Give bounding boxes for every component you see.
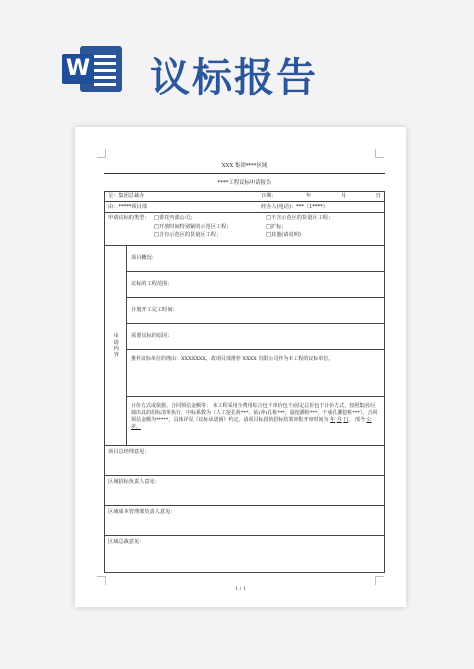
report-title: ****工程议标申请报告 xyxy=(217,179,272,186)
opinion-regional-president: 区域总裁意见： xyxy=(105,535,385,572)
option-row xyxy=(154,224,378,233)
application-form xyxy=(104,191,385,573)
field-reason: 需要议标的原因： xyxy=(127,323,385,349)
recommend-text: 推荐议标单位的理由：XXXXXXX，故项目部推荐 XXXX 有限公司作为本工程的议标单位。 xyxy=(127,349,385,396)
opinion-bidding-lead: 区域招标负责人意见： xyxy=(105,475,385,505)
option-checkbox[interactable]: □开放时间特别紧的示范区工程； xyxy=(154,223,232,230)
option-checkbox[interactable]: □含有示范区的货量区工程； xyxy=(154,232,222,238)
pricing-code: 公差。 xyxy=(131,416,372,430)
option-checkbox[interactable]: □委托内部公司； xyxy=(154,215,196,221)
section-label: 申请内容 xyxy=(112,332,119,358)
option-row xyxy=(154,232,378,241)
pricing-text: 计价方式或依据、合同预估金额等： 本工程采用全费用综合包干单价包干/固定总价包干计价方式，按照集团/区域出具的招标清单执行，中标系数为（人工挖孔桩***，钻(冲)孔桩***，旋挖灌桩***，干成孔灌挖桩***），合同预估金额为*****，具体详见《议标承诺函》约定。请项目标段的招标结果审批开审时间为 xyxy=(131,402,378,423)
pricing-year: 年 xyxy=(330,416,336,423)
banner xyxy=(0,0,474,110)
to-label: 呈：集团总裁办 xyxy=(108,193,145,199)
crop-mark xyxy=(375,576,384,585)
field-project-overview: 项目概况： xyxy=(127,245,385,271)
field-scope: 议标的工程范围： xyxy=(127,271,385,297)
pricing-dept: 部今 xyxy=(354,416,365,423)
crop-mark xyxy=(97,576,106,585)
date-year: 年 xyxy=(306,193,312,199)
option-checkbox[interactable]: □其他(请说明) xyxy=(266,232,301,238)
date-month: 月 xyxy=(340,193,347,199)
pricing-month: 月 xyxy=(336,416,342,423)
page-number: 1 / 1 xyxy=(234,586,247,592)
option-checkbox[interactable]: □扩标； xyxy=(266,223,287,230)
report-body xyxy=(104,163,385,573)
opinion-project-gm: 项目总经理意见： xyxy=(105,445,385,475)
opinion-cost-manager: 区域成本管理部负责人意见： xyxy=(105,505,385,535)
word-icon-letter: W xyxy=(62,54,94,84)
word-doc-icon xyxy=(62,42,124,96)
agent-label: 经办人(电话)：***（1****） xyxy=(261,203,329,210)
date-day: 日 xyxy=(375,193,381,199)
field-schedule: 计划开工完工时间： xyxy=(127,297,385,323)
pricing-day: 日 xyxy=(343,416,349,423)
option-row xyxy=(154,215,378,224)
document-page xyxy=(75,127,406,607)
crop-mark xyxy=(375,149,384,158)
org-header: XXX 集团****区域 xyxy=(104,163,385,174)
date-label: 日期： xyxy=(261,193,277,199)
banner-title: 议标报告 xyxy=(150,55,318,101)
date-row xyxy=(261,193,381,200)
crop-mark xyxy=(97,149,106,158)
section-label-cell xyxy=(105,245,127,445)
pricing-cell: 计价方式或依据、合同预估金额等： 本工程采用全费用综合包干单价包干/固定总价包干计价方式，按照集团/区域出具的招标清单执行，中标系数为（人工挖孔桩***，钻(冲)孔桩***，旋挖灌桩***，干成孔灌挖桩***），合同预估金额为*****，具体详见《议标承诺函》约定。请项目标段的招标结果审批开审时间为 年 月 日， 部今 公差。 xyxy=(127,396,385,445)
reason-label: 申请议标的类型： xyxy=(108,214,150,221)
option-checkbox[interactable]: □不含示范区的货量区工程； xyxy=(266,215,334,221)
from-label: 由：*****项目部 xyxy=(108,203,147,210)
